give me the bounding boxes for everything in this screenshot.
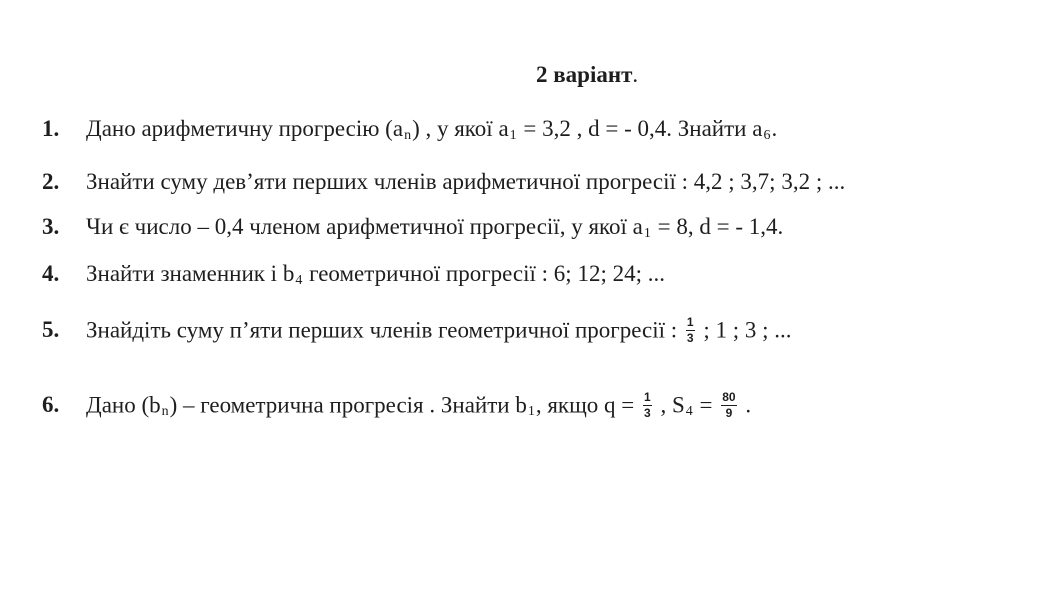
task-5 bbox=[42, 315, 792, 346]
fraction bbox=[686, 316, 695, 344]
task-text: Знайдіть суму п’яти перших членів геометричної прогресії : bbox=[86, 317, 683, 343]
task-text: ) – геометрична прогресія . Знайти b bbox=[169, 392, 527, 418]
task-number: 3. bbox=[42, 214, 60, 239]
task-text: Знайти знаменник і b bbox=[86, 261, 295, 286]
task-number: 6. bbox=[42, 392, 60, 418]
fraction-denominator: 3 bbox=[644, 405, 651, 420]
task-text: Чи є число – 0,4 членом арифметичної прогресії, у якої a bbox=[86, 214, 643, 239]
task-text: Дано (b bbox=[86, 392, 161, 418]
task-text: геометричної прогресії : 6; 12; 24; ... bbox=[303, 261, 665, 286]
variant-title bbox=[536, 62, 638, 88]
task-number: 5. bbox=[42, 317, 60, 343]
task-text: = 8, d = - 1,4. bbox=[651, 214, 784, 239]
variant-title-dot: . bbox=[632, 62, 639, 87]
fraction-denominator: 9 bbox=[725, 405, 733, 420]
task-text: ; 1 ; 3 ; ... bbox=[697, 317, 792, 343]
task-number: 2. bbox=[42, 169, 60, 194]
fraction-numerator: 1 bbox=[686, 315, 694, 329]
task-text: = 3,2 , d = - 0,4. Знайти a bbox=[517, 116, 763, 141]
subscript: 4 bbox=[295, 273, 303, 288]
subscript: 1 bbox=[527, 404, 535, 420]
task-3 bbox=[42, 215, 783, 241]
subscript: 4 bbox=[685, 404, 693, 420]
task-text: , якщо q = bbox=[535, 392, 641, 418]
task-text: . bbox=[739, 392, 752, 418]
task-text: Дано арифметичну прогресію (a bbox=[86, 116, 404, 141]
task-4 bbox=[42, 262, 665, 288]
fraction bbox=[721, 391, 736, 419]
fraction-numerator: 1 bbox=[644, 390, 651, 404]
variant-title-text: 2 варіант bbox=[536, 62, 633, 87]
fraction-numerator: 80 bbox=[722, 390, 736, 404]
task-1 bbox=[42, 117, 777, 143]
task-text: Знайти суму дев’яти перших членів арифметичної прогресії : 4,2 ; 3,7; 3,2 ; ... bbox=[86, 169, 846, 194]
subscript: n bbox=[161, 404, 169, 420]
subscript: n bbox=[404, 128, 412, 143]
subscript: 6 bbox=[763, 128, 771, 143]
task-text: ) , у якої a bbox=[412, 116, 509, 141]
task-2 bbox=[42, 170, 845, 193]
subscript: 1 bbox=[509, 128, 517, 143]
task-number: 1. bbox=[42, 116, 60, 141]
fraction bbox=[643, 391, 652, 419]
task-text: . bbox=[771, 116, 778, 141]
task-text: , S bbox=[654, 392, 685, 418]
subscript: 1 bbox=[643, 226, 651, 241]
task-number: 4. bbox=[42, 261, 60, 286]
task-text: = bbox=[693, 392, 719, 418]
task-6 bbox=[42, 390, 752, 421]
fraction-denominator: 3 bbox=[686, 330, 694, 345]
